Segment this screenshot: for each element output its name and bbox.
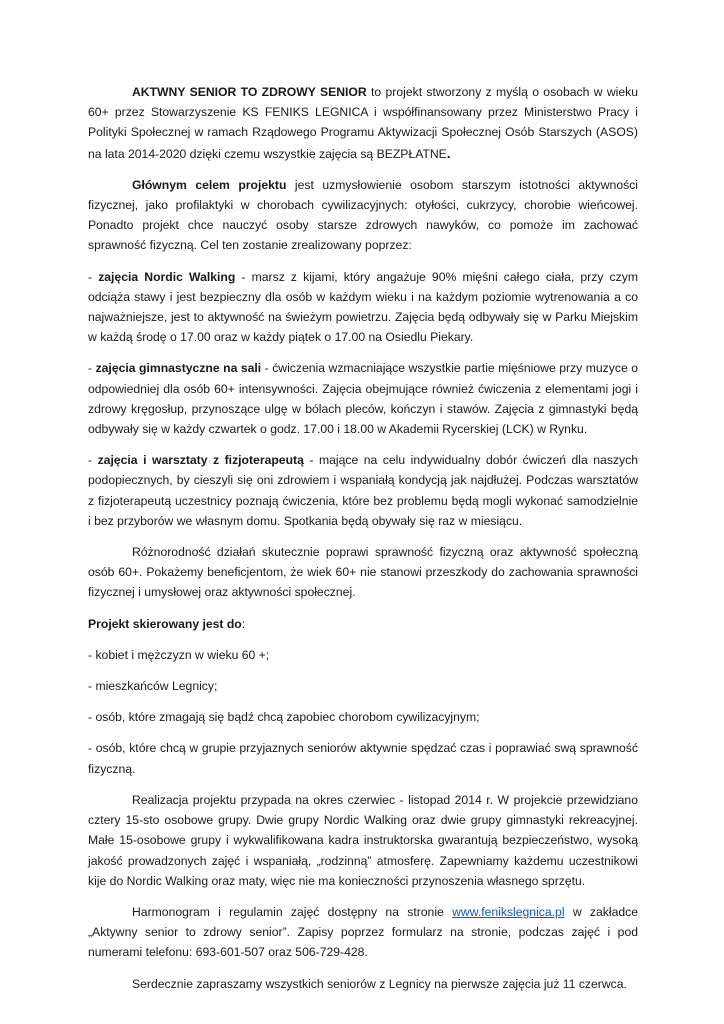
intro-paragraph xyxy=(88,82,638,164)
audience-item: - osób, które chcą w grupie przyjaznych seniorów aktywnie spędzać czas i poprawiać swą sprawność fizyczną. xyxy=(88,741,638,776)
audience-item: - mieszkańców Legnicy; xyxy=(88,679,218,694)
audience-heading-text: Projekt skierowany jest do xyxy=(88,616,242,631)
summary-paragraph: Różnorodność działań skutecznie poprawi sprawność fizyczną oraz aktywność społeczną osób 60+. Pokażemy beneficjentom, że wiek 60+ nie stanowi przeszkody do zachowania sprawności fizycznej i umysłowej oraz aktywności społecznej. xyxy=(88,545,638,600)
schedule-after: w zakładce „Aktywny senior to zdrowy senior”. Zapisy poprzez formularz na stronie, podczas zajęć i pod numerami telefonu: 693-601-507 oraz 506-729-428. xyxy=(88,904,638,960)
goal-text: jest uzmysłowienie osobom starszym istotności aktywności fizycznej, jako profilaktyki w chorobach cywilizacyjnych: otyłości, cukrzycy, chorobie wieńcowej. Ponadto projekt chce nauczyć osoby starsze zdrowych nawyków, co pomoże im zachować sprawność fizyczną. Cel ten zostanie zrealizowany poprzez: xyxy=(88,177,638,253)
activity-name: zajęcia Nordic Walking xyxy=(98,269,236,284)
document-page xyxy=(88,82,638,1005)
intro-text: to projekt stworzony z myślą o osobach w wieku 60+ przez Stowarzyszenie KS FENIKS LEGNICA i współfinansowany przez Ministerstwo Pracy i Polityki Społecznej w ramach Rządowego Programu Aktywizacji Społecznej Osób Starszych (ASOS) na lata 2014-2020 dzięki czemu wszystkie zajęcia są BEZPŁATNE xyxy=(88,85,638,161)
activity-prefix: - xyxy=(88,453,98,468)
activity-nordic-walking xyxy=(88,267,638,348)
activity-name: zajęcia gimnastyczne na sali xyxy=(95,361,262,376)
schedule-paragraph xyxy=(88,902,638,963)
project-title: AKTWNY SENIOR TO ZDROWY SENIOR xyxy=(132,85,367,99)
activity-gymnastics xyxy=(88,358,638,439)
realization-paragraph: Realizacja projektu przypada na okres czerwiec - listopad 2014 r. W projekcie przewidziano cztery 15-sto osobowe grupy. Dwie grupy Nordic Walking oraz dwie grupy gimnastyki rekreacyjnej. Małe 15-osobowe grupy i wykwalifikowana kadra instruktorska gwarantują bezpieczeństwo, wysoką jakość prowadzonych zajęć i wspaniałą, „rodzinną” atmosferę. Zapewniamy każdemu uczestnikowi kije do Nordic Walking oraz maty, więc nie ma konieczności przynoszenia własnego sprzętu. xyxy=(88,792,638,888)
website-link[interactable]: www.fenikslegnica.pl xyxy=(452,904,565,919)
goal-lead: Głównym celem projektu xyxy=(132,177,287,192)
intro-end: . xyxy=(446,144,451,161)
audience-item: - kobiet i mężczyzn w wieku 60 +; xyxy=(88,647,270,662)
activity-prefix: - xyxy=(88,269,99,284)
audience-heading-colon: : xyxy=(241,616,246,631)
activity-text: - marsz z kijami, który angażuje 90% mięśni całego ciała, przy czym odciąża stawy i jest bezpieczny dla osób w każdym wieku i na każdym poziomie wytrenowania a co najważniejsze, jest to aktywność na świeżym powietrzu. Zajęcia będą odbywały się w Parku Miejskim w każdą środę o 17.00 oraz w każdy piątek o 17.00 na Osiedlu Piekary. xyxy=(88,269,638,345)
activity-physiotherapy xyxy=(88,450,638,531)
audience-item: - osób, które zmagają się bądź chcą zapobiec chorobom cywilizacyjnym; xyxy=(88,710,480,725)
activity-text: - mające na celu indywidualny dobór ćwiczeń dla naszych podopiecznych, by cieszyli się oni zdrowiem i wspaniałą kondycją jak najdłużej. Podczas warsztatów z fizjoterapeutą uczestnicy poznają ćwiczenia, które bez problemu będą mogli wykonać samodzielnie i bez przyborów we własnym domu. Spotkania będą obywały się raz w miesiącu. xyxy=(88,453,638,528)
activity-prefix: - xyxy=(88,361,96,376)
activity-name: zajęcia i warsztaty z fizjoterapeutą xyxy=(97,453,304,468)
invitation-paragraph: Serdecznie zapraszamy wszystkich seniorów z Legnicy na pierwsze zajęcia już 11 czerwca. xyxy=(132,976,627,991)
audience-heading xyxy=(88,614,638,634)
activity-text: - ćwiczenia wzmacniające wszystkie partie mięśniowe przy muzyce o odpowiedniej dla osób 60+ intensywności. Zajęcia obejmujące również ćwiczenia z elementami jogi i zdrowy kręgosłup, przynoszące ulgę w bólach pleców, kończyn i stawów. Zajęcia z gimnastyki będą odbywały się w każdy czwartek o godz. 17.00 i 18.00 w Akademii Rycerskiej (LCK) w Rynku. xyxy=(88,361,639,437)
goal-paragraph xyxy=(88,175,638,256)
schedule-before: Harmonogram i regulamin zajęć dostępny na stronie xyxy=(132,904,453,919)
